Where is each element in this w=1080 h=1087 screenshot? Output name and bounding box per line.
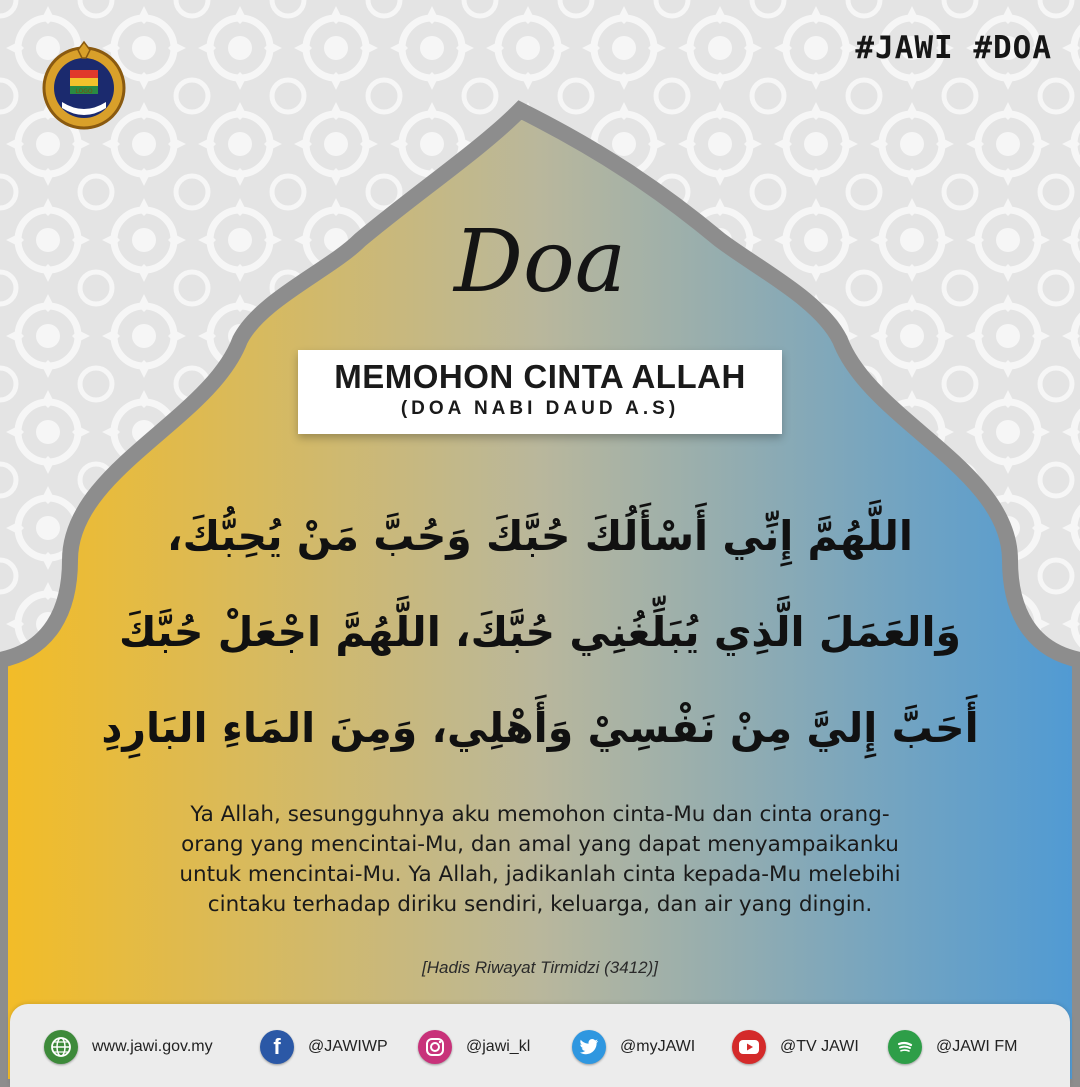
- website-link[interactable]: [44, 1030, 213, 1064]
- translation-line: orang yang mencintai-Mu, dan amal yang dapat menyampaikanku: [181, 832, 899, 857]
- hashtags: #JAWI #DOA: [855, 30, 1052, 66]
- website-label: www.jawi.gov.my: [92, 1038, 213, 1055]
- malay-translation: [60, 800, 1020, 920]
- spotify-icon: [888, 1030, 922, 1064]
- instagram-label: @jawi_kl: [466, 1038, 531, 1055]
- translation-line: cintaku terhadap diriku sendiri, keluarga, dan air yang dingin.: [207, 892, 873, 917]
- youtube-label: @TV JAWI: [780, 1038, 859, 1055]
- arabic-line: وَالعَمَلَ الَّذِي يُبَلِّغُنِي حُبَّكَ، اللَّهُمَّ اجْعَلْ حُبَّكَ: [119, 608, 961, 656]
- instagram-icon: [418, 1030, 452, 1064]
- hadith-source: [Hadis Riwayat Tirmidzi (3412)]: [421, 958, 659, 977]
- instagram-link[interactable]: [418, 1030, 530, 1064]
- twitter-link[interactable]: [572, 1030, 695, 1064]
- arabic-line: أَحَبَّ إِليَّ مِنْ نَفْسِيْ وَأَهْلِي، وَمِنَ المَاءِ البَارِدِ: [101, 704, 979, 752]
- doa-subtitle: (DOA NABI DAUD A.S): [400, 398, 680, 419]
- facebook-link[interactable]: [260, 1030, 388, 1064]
- spotify-link[interactable]: [888, 1030, 1017, 1064]
- translation-line: untuk mencintai-Mu. Ya Allah, jadikanlah cinta kepada-Mu melebihi: [179, 862, 901, 887]
- arabic-line: اللَّهُمَّ إِنِّي أَسْأَلُكَ حُبَّكَ وَحُبَّ مَنْ يُحِبُّكَ،: [167, 512, 913, 560]
- youtube-link[interactable]: [732, 1030, 859, 1064]
- doa-title: MEMOHON CINTA ALLAH: [334, 358, 746, 395]
- arabic-prayer-text: [70, 488, 1010, 776]
- jawi-crest-logo: [34, 36, 134, 136]
- twitter-icon: [572, 1030, 606, 1064]
- facebook-label: @JAWIWP: [308, 1038, 388, 1055]
- translation-line: Ya Allah, sesungguhnya aku memohon cinta-Mu dan cinta orang-: [190, 802, 890, 827]
- youtube-icon: [732, 1030, 766, 1064]
- spotify-label: @JAWI FM: [936, 1038, 1018, 1055]
- doa-heading: Doa: [454, 212, 626, 312]
- facebook-icon: f: [260, 1030, 294, 1064]
- twitter-label: @myJAWI: [620, 1038, 696, 1055]
- title-box: [298, 350, 782, 434]
- globe-icon: [44, 1030, 78, 1064]
- logo-text: LOGO: [75, 88, 93, 95]
